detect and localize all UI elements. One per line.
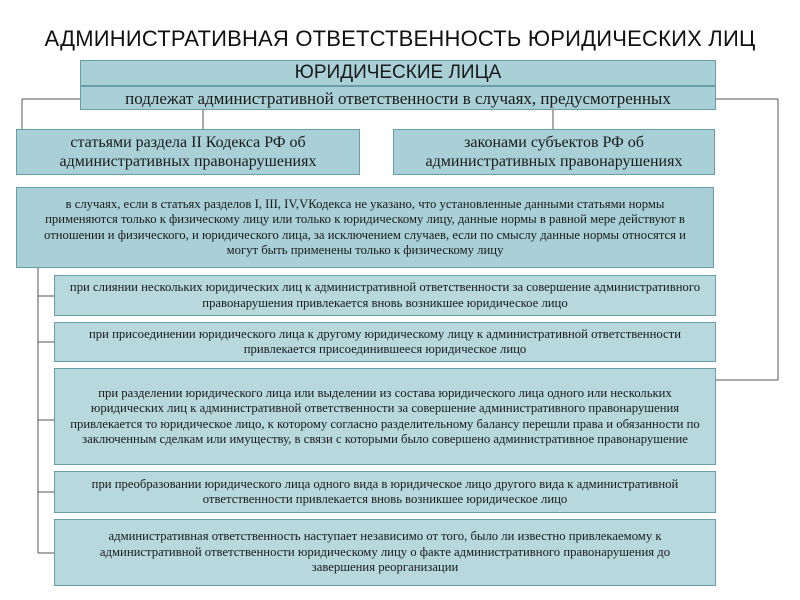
- source-regional-box: [393, 129, 715, 175]
- case-text-independence: административная ответственность наступает независимо от того, было ли известно привлекаемому к административной ответственности юридическому лицу о факте административного правонарушения до завершения реорганизации: [99, 529, 671, 575]
- case-box-transformation: [54, 471, 716, 513]
- case-text-transformation: при преобразовании юридического лица одного вида в юридическое лицо другого вида к административной ответственности привлекается вновь возникшее юридическое лицо: [91, 476, 679, 506]
- case-box-division: [54, 368, 716, 465]
- header-subtitle: подлежат административной ответственности в случаях, предусмотренных: [125, 88, 671, 108]
- header-label: ЮРИДИЧЕСКИЕ ЛИЦА: [294, 62, 502, 83]
- case-text-merger: при слиянии нескольких юридических лиц к административной ответственности за совершение административного правонарушения привлекается вновь возникшее юридическое лицо: [69, 280, 701, 310]
- case-text-accession: при присоединении юридического лица к другому юридическому лицу к административной ответственности привлекается присоединившееся юридическое лицо: [89, 326, 681, 356]
- header-subtitle-box: [80, 86, 716, 110]
- header-box: [80, 60, 716, 86]
- general-rule-box: [16, 187, 714, 268]
- source-code-box: [16, 129, 360, 175]
- source-regional-text: законами субъектов РФ об административных правонарушениях: [425, 134, 683, 170]
- source-code-text: статьями раздела II Кодекса РФ об административных правонарушениях: [59, 134, 317, 170]
- case-box-independence: [54, 519, 716, 586]
- case-text-division: при разделении юридического лица или выделении из состава юридического лица одного или нескольких юридических лиц к административной ответственности за совершение административного правонарушения привлекается то юридическое лицо, к которому согласно разделительному балансу перешли права и обязанности по заключенным сделкам или имуществу, в связи с которыми было совершено административное правонарушение: [70, 385, 700, 446]
- page-title: АДМИНИСТРАТИВНАЯ ОТВЕТСТВЕННОСТЬ ЮРИДИЧЕСКИХ ЛИЦ: [44, 26, 756, 51]
- case-box-merger: [54, 275, 716, 316]
- general-rule-text: в случаях, если в статьях разделов I, III, IV,VКодекса не указано, что установленные данными статьями нормы применяются только к физическому лицу или только к юридическому лицу, данные нормы в равной мере действуют в отношении и физического, и юридического лица, за исключением случаев, если по смыслу данные нормы относятся и могут быть применены только к физическому лицу: [44, 196, 686, 257]
- case-box-accession: [54, 322, 716, 362]
